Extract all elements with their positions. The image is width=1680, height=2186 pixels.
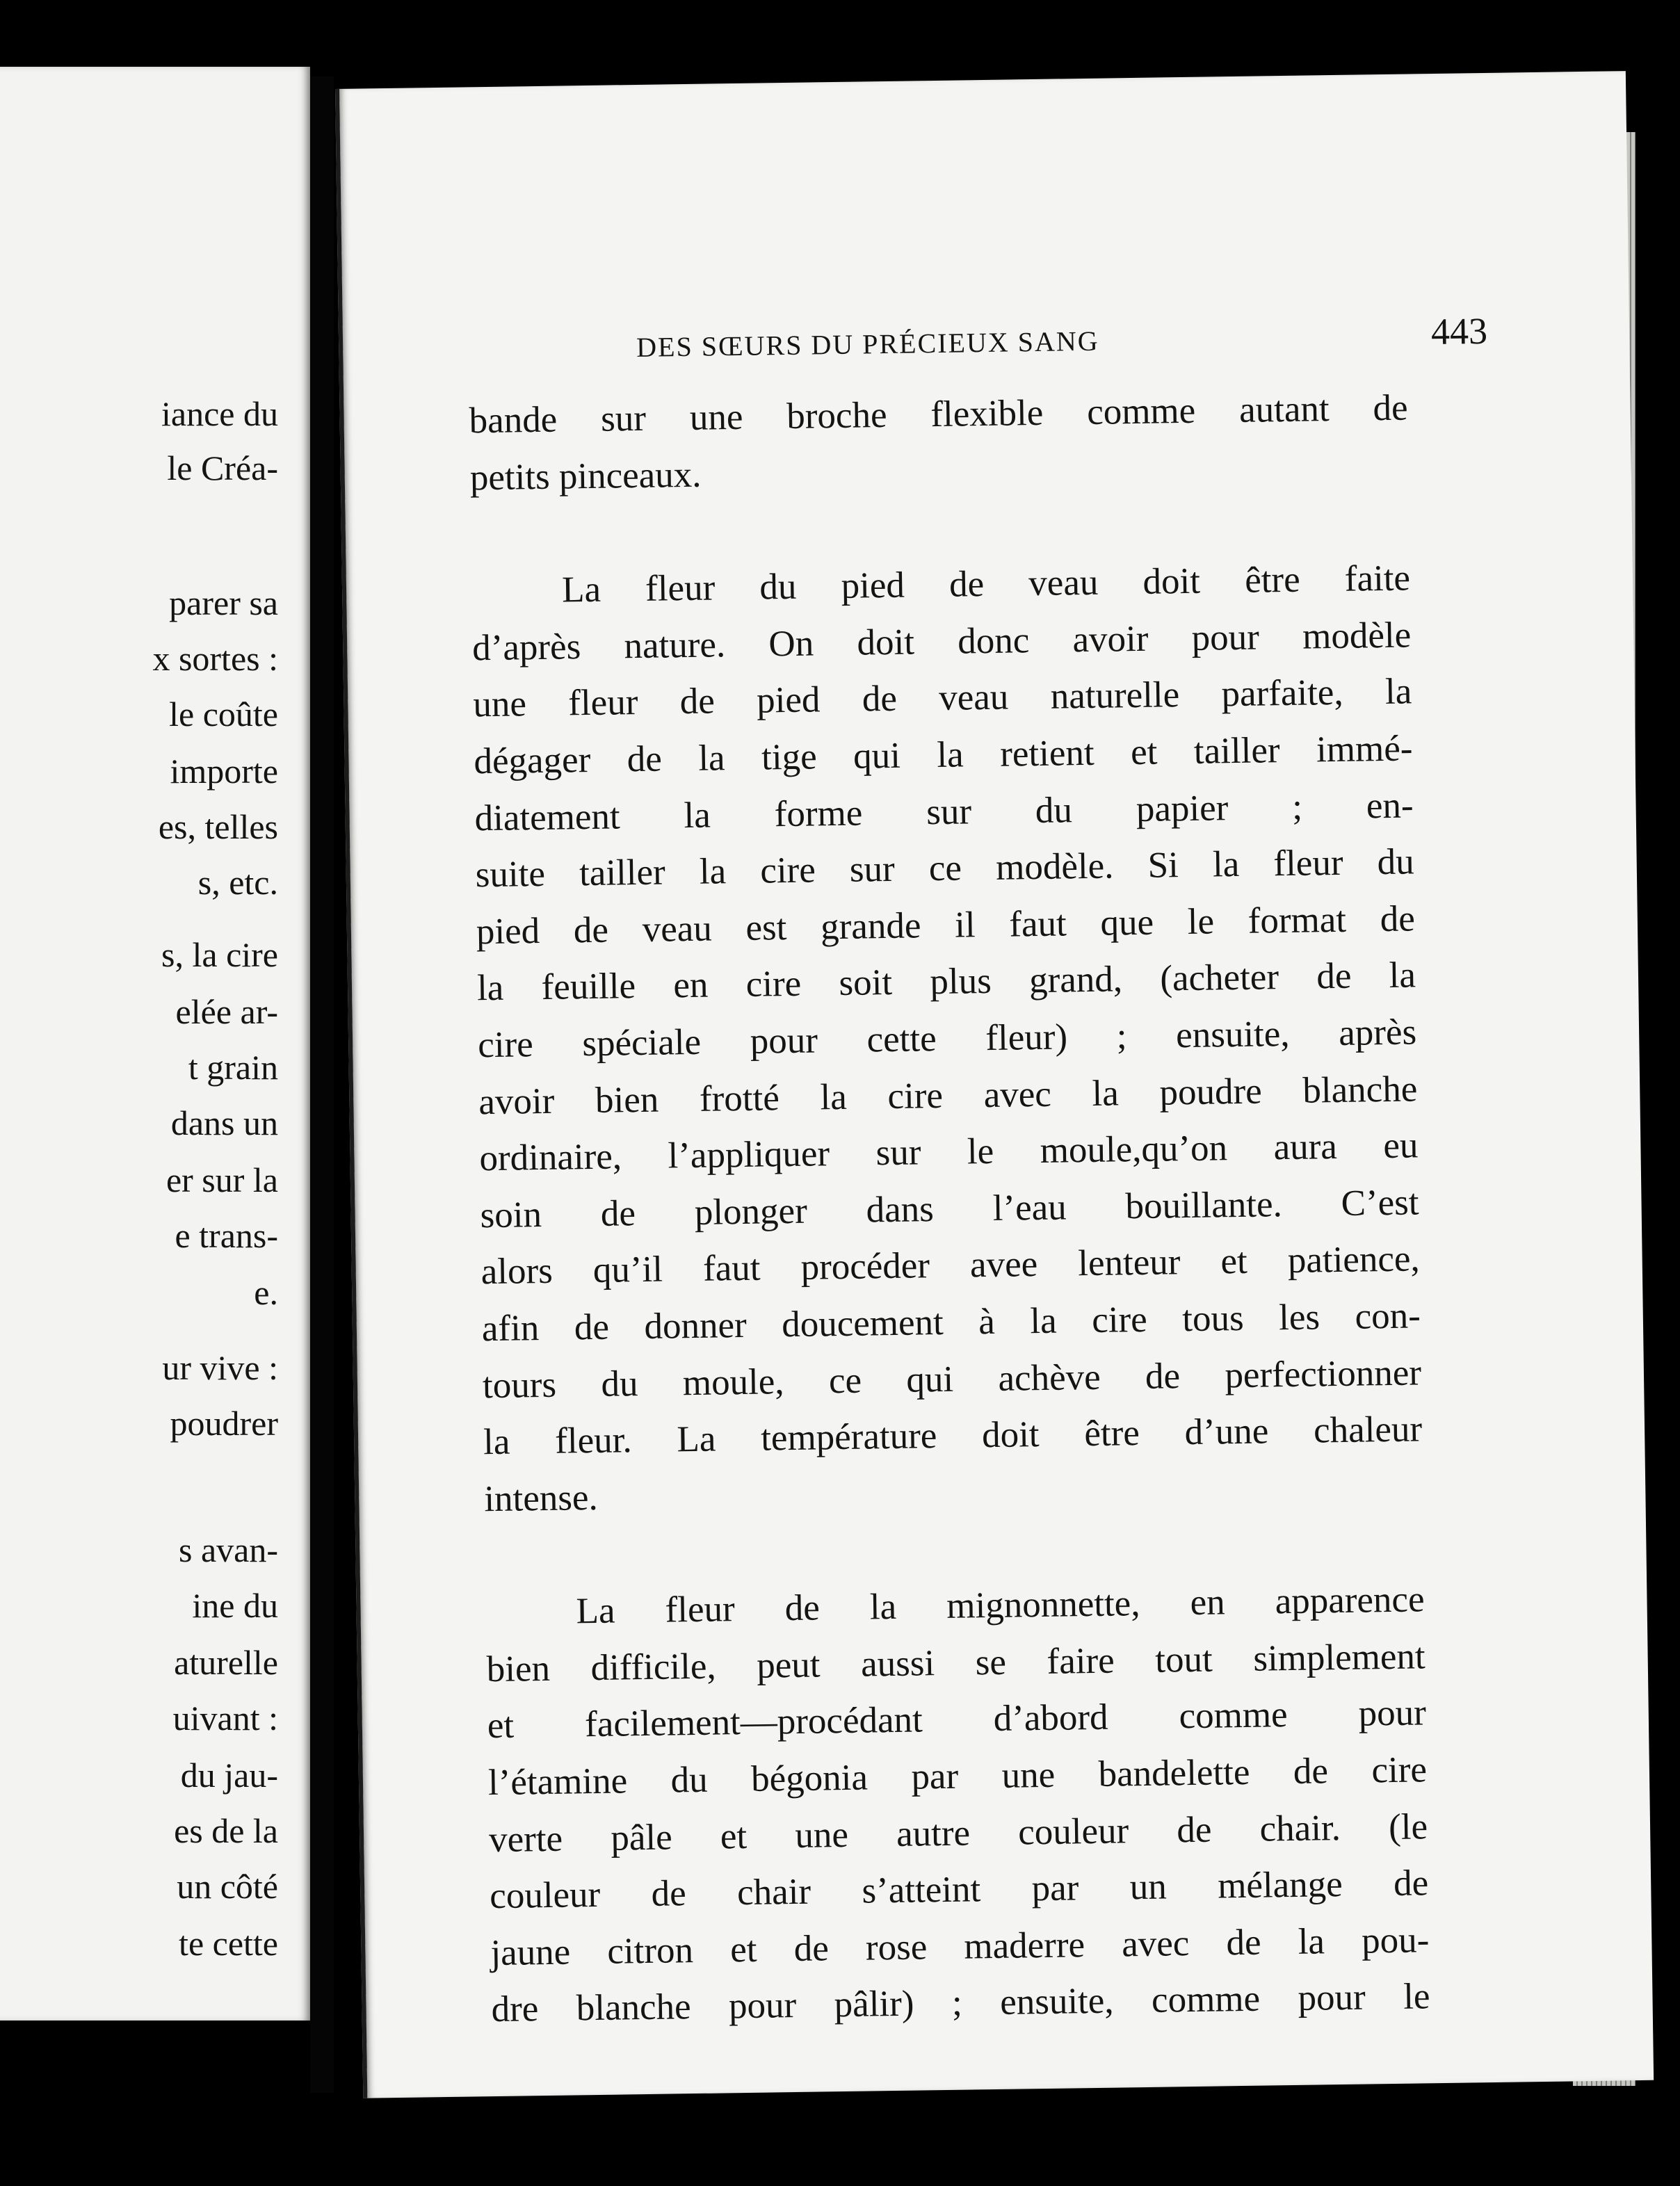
body-text (469, 380, 1430, 2039)
left-page-text-line: parer sa (169, 583, 278, 622)
left-page-text-line: du jau- (180, 1756, 278, 1795)
paragraph (471, 551, 1423, 1528)
text-line: pied de veau est grande il faut que le format de (476, 898, 1416, 953)
left-page-text-line: le Créa- (167, 448, 278, 487)
text-line: afin de donner doucement à la cire tous les con- (481, 1295, 1421, 1350)
text-line: La fleur de la mignonnette, en apparence (576, 1579, 1425, 1632)
text-line: avoir bien frotté la cire avec la poudre blanche (478, 1068, 1418, 1122)
text-line: dre blanche pour pâlir) ; ensuite, comme pour le (491, 1976, 1430, 2030)
book-gutter (310, 76, 334, 2093)
text-line: diatement la forme sur du papier ; en- (474, 785, 1414, 839)
text-line: d’après nature. On doit donc avoir pour modèle (471, 615, 1412, 669)
text-line: ordinaire, l’appliquer sur le moule,qu’on aura eu (479, 1125, 1419, 1179)
text-line: soin de plonger dans l’eau bouillante. C’est (480, 1182, 1419, 1236)
left-page-text-line: te cette (179, 1924, 278, 1963)
left-page-text-line: t grain (188, 1048, 278, 1087)
text-line: suite tailler la cire sur ce modèle. Si la fleur du (475, 841, 1415, 896)
left-page-text-line: s, la cire (161, 935, 278, 974)
text-line: verte pâle et une autre couleur de chair. (le (488, 1806, 1428, 1860)
left-page-text-line: importe (170, 752, 278, 791)
text-line: La fleur du pied de veau doit être faite (561, 558, 1411, 610)
right-page (335, 71, 1654, 2098)
text-line: la feuille en cire soit plus grand, (acheter de la (476, 955, 1416, 1009)
left-page-text-line: ur vive : (162, 1348, 278, 1387)
text-line: cire spéciale pour cette fleur) ; ensuite, après (477, 1012, 1417, 1066)
left-page-text-line: iance du (161, 394, 278, 433)
text-line: une fleur de pied de veau naturelle parfaite, la (472, 671, 1412, 725)
left-page (0, 67, 310, 2021)
left-page-text-line: es de la (174, 1811, 278, 1850)
left-page-text-line: er sur la (165, 1160, 278, 1199)
left-page-text-line: dans un (170, 1103, 278, 1142)
left-page-text-line: es, telles (158, 807, 278, 846)
text-line: bien difficile, peut aussi se faire tout simplement (486, 1636, 1426, 1690)
left-page-text-line: poudrer (170, 1404, 278, 1443)
left-page-text-line: elée ar- (175, 992, 278, 1031)
text-line: petits pinceaux. (469, 454, 702, 498)
left-page-text-line: s, etc. (197, 863, 278, 902)
text-line: intense. (483, 1477, 599, 1519)
left-page-text-line: e. (254, 1273, 278, 1312)
text-line: la fleur. La température doit être d’une chaleur (483, 1409, 1423, 1463)
text-line: l’étamine du bégonia par une bandelette de cire (487, 1749, 1428, 1804)
text-line: et facilement—procédant d’abord comme pour (487, 1692, 1427, 1747)
left-page-text-line: aturelle (174, 1643, 278, 1682)
left-page-text-line: x sortes : (152, 639, 278, 678)
left-page-text-line: un côté (177, 1867, 278, 1906)
text-line: couleur de chair s’atteint par un mélange de (489, 1863, 1429, 1917)
text-line: alors qu’il faut procéder avee lenteur et patience, (480, 1238, 1421, 1293)
paragraph (485, 1572, 1430, 2039)
text-line: dégager de la tige qui la retient et tailler immé- (474, 728, 1413, 782)
left-page-text-line: le coûte (169, 695, 278, 734)
text-line: jaune citron et de rose maderre avec de la pou- (490, 1920, 1430, 1973)
left-page-text-line: s avan- (179, 1530, 278, 1569)
left-page-text-line: e trans- (175, 1216, 278, 1255)
text-line: tours du moule, ce qui achève de perfectionner (482, 1352, 1422, 1406)
left-page-text-line: ine du (192, 1586, 278, 1625)
left-page-text-line: uivant : (172, 1699, 278, 1738)
page-number: 443 (1430, 309, 1488, 353)
text-line: bande sur une broche flexible comme autant de (469, 387, 1408, 442)
paragraph (469, 380, 1409, 507)
running-head: DES SŒURS DU PRÉCIEUX SANG (636, 325, 1099, 363)
